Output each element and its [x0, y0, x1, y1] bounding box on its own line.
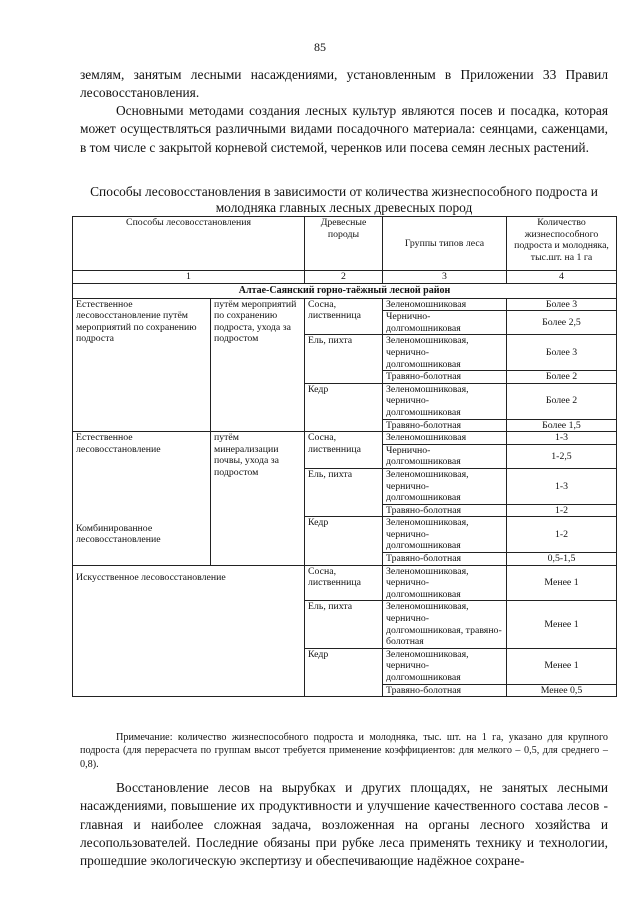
quantity-cell: Более 3	[507, 335, 617, 371]
forest-group-cell: Зеленомошниковая	[383, 298, 507, 311]
header-quantity: Количество жизнеспособного подроста и молодняка, тыс.шт. на 1 га	[507, 217, 617, 271]
quantity-cell: Более 2	[507, 383, 617, 419]
col-number: 1	[73, 271, 305, 284]
method-name: Естественное лесовосстановление	[73, 432, 211, 505]
species-cell: Ель, пихта	[305, 335, 383, 383]
species-cell: Сосна, лиственница	[305, 298, 383, 335]
method-how: путём минерализации почвы, ухода за подростом	[211, 432, 305, 566]
species-cell: Кедр	[305, 383, 383, 431]
region-row	[73, 283, 617, 298]
quantity-cell: Более 3	[507, 298, 617, 311]
species-cell: Ель, пихта	[305, 468, 383, 516]
quantity-cell: Более 2	[507, 371, 617, 384]
region-name: Алтае-Саянский горно-таёжный лесной район	[73, 283, 617, 298]
forest-group-cell: Чернично-долгомошниковая	[383, 311, 507, 335]
column-number-row	[73, 271, 617, 284]
forest-group-cell: Зеленомошниковая	[383, 432, 507, 445]
forest-group-cell: Зеленомошниковая, чернично-долгомошниковая	[383, 335, 507, 371]
quantity-cell: Более 1,5	[507, 419, 617, 432]
reforestation-table	[72, 216, 617, 697]
species-cell: Сосна, лиственница	[305, 432, 383, 469]
forest-group-cell: Зеленомошниковая, чернично-долгомошниковая	[383, 565, 507, 601]
forest-group-cell: Зеленомошниковая, чернично-долгомошниковая	[383, 383, 507, 419]
header-groups: Группы типов леса	[383, 217, 507, 271]
forest-group-cell: Травяно-болотная	[383, 419, 507, 432]
forest-group-cell: Травяно-болотная	[383, 504, 507, 517]
table-row	[73, 298, 617, 311]
quantity-cell: 1-2	[507, 504, 617, 517]
quantity-cell: 1-2,5	[507, 444, 617, 468]
quantity-cell: Менее 1	[507, 565, 617, 601]
header-species: Древесные породы	[305, 217, 383, 271]
col-number: 3	[383, 271, 507, 284]
table-header-row	[73, 217, 617, 271]
quantity-cell: 1-3	[507, 468, 617, 504]
forest-group-cell: Травяно-болотная	[383, 684, 507, 697]
outro-paragraph: Восстановление лесов на вырубках и других площадях, не занятых лесными насаждениями, повышение их продуктивности и улучшение качественного состава лесов - главная и наиболее сложная задача, возложенная на органы лесного хозяйства и лесопользователей. Последние обязаны при рубке леса применять технику и технологии, прошедшие экологическую экспертизу и обеспечивающие надёжное сохране-	[80, 780, 608, 869]
page-number: 85	[314, 40, 326, 54]
quantity-cell: 0,5-1,5	[507, 553, 617, 566]
species-cell: Кедр	[305, 517, 383, 565]
forest-group-cell: Травяно-болотная	[383, 371, 507, 384]
table-row	[73, 432, 617, 445]
intro-paragraph-2: Основными методами создания лесных культур являются посев и посадка, которая может осуществляться различными видами посадочного материала: сеянцами, саженцами, в том числе с закрытой корневой системой, черенков или посева семян лесных растений.	[80, 103, 608, 155]
species-cell: Кедр	[305, 648, 383, 696]
combined-method-name: Комбинированное лесовосстановление	[73, 504, 211, 565]
table-title: Способы лесовосстановления в зависимости от количества жизнеспособного подроста и молодняка главных лесных древесных пород	[90, 184, 598, 215]
header-methods: Способы лесовосстановления	[73, 217, 305, 271]
species-cell: Ель, пихта	[305, 601, 383, 648]
method-name: Естественное лесовосстановление путём мероприятий по сохранению подроста	[73, 298, 211, 432]
quantity-cell: Менее 0,5	[507, 684, 617, 697]
intro-paragraph-1: землям, занятым лесными насаждениями, установленным в Приложении 33 Правил лесовосстановления.	[80, 67, 608, 101]
forest-group-cell: Зеленомошниковая, чернично-долгомошниковая	[383, 648, 507, 684]
method-name: Искусственное лесовосстановление	[73, 565, 305, 697]
forest-group-cell: Зеленомошниковая, чернично-долгомошниковая, травяно-болотная	[383, 601, 507, 648]
col-number: 4	[507, 271, 617, 284]
forest-group-cell: Зеленомошниковая, чернично-долгомошниковая	[383, 468, 507, 504]
quantity-cell: 1-3	[507, 432, 617, 445]
quantity-cell: 1-2	[507, 517, 617, 553]
forest-group-cell: Травяно-болотная	[383, 553, 507, 566]
table-row	[73, 565, 617, 601]
quantity-cell: Более 2,5	[507, 311, 617, 335]
quantity-cell: Менее 1	[507, 601, 617, 648]
col-number: 2	[305, 271, 383, 284]
species-cell: Сосна, лиственница	[305, 565, 383, 601]
table-note: Примечание: количество жизнеспособного подроста и молодняка, тыс. шт. на 1 га, указано для крупного подроста (для перерасчета по группам высот требуется применение коэффициентов: для мелкого – 0,5, для среднего – 0,8).	[80, 732, 608, 770]
forest-group-cell: Чернично-долгомошниковая	[383, 444, 507, 468]
method-how: путём мероприятий по сохранению подроста, ухода за подростом	[211, 298, 305, 432]
quantity-cell: Менее 1	[507, 648, 617, 684]
forest-group-cell: Зеленомошниковая, чернично-долгомошниковая	[383, 517, 507, 553]
